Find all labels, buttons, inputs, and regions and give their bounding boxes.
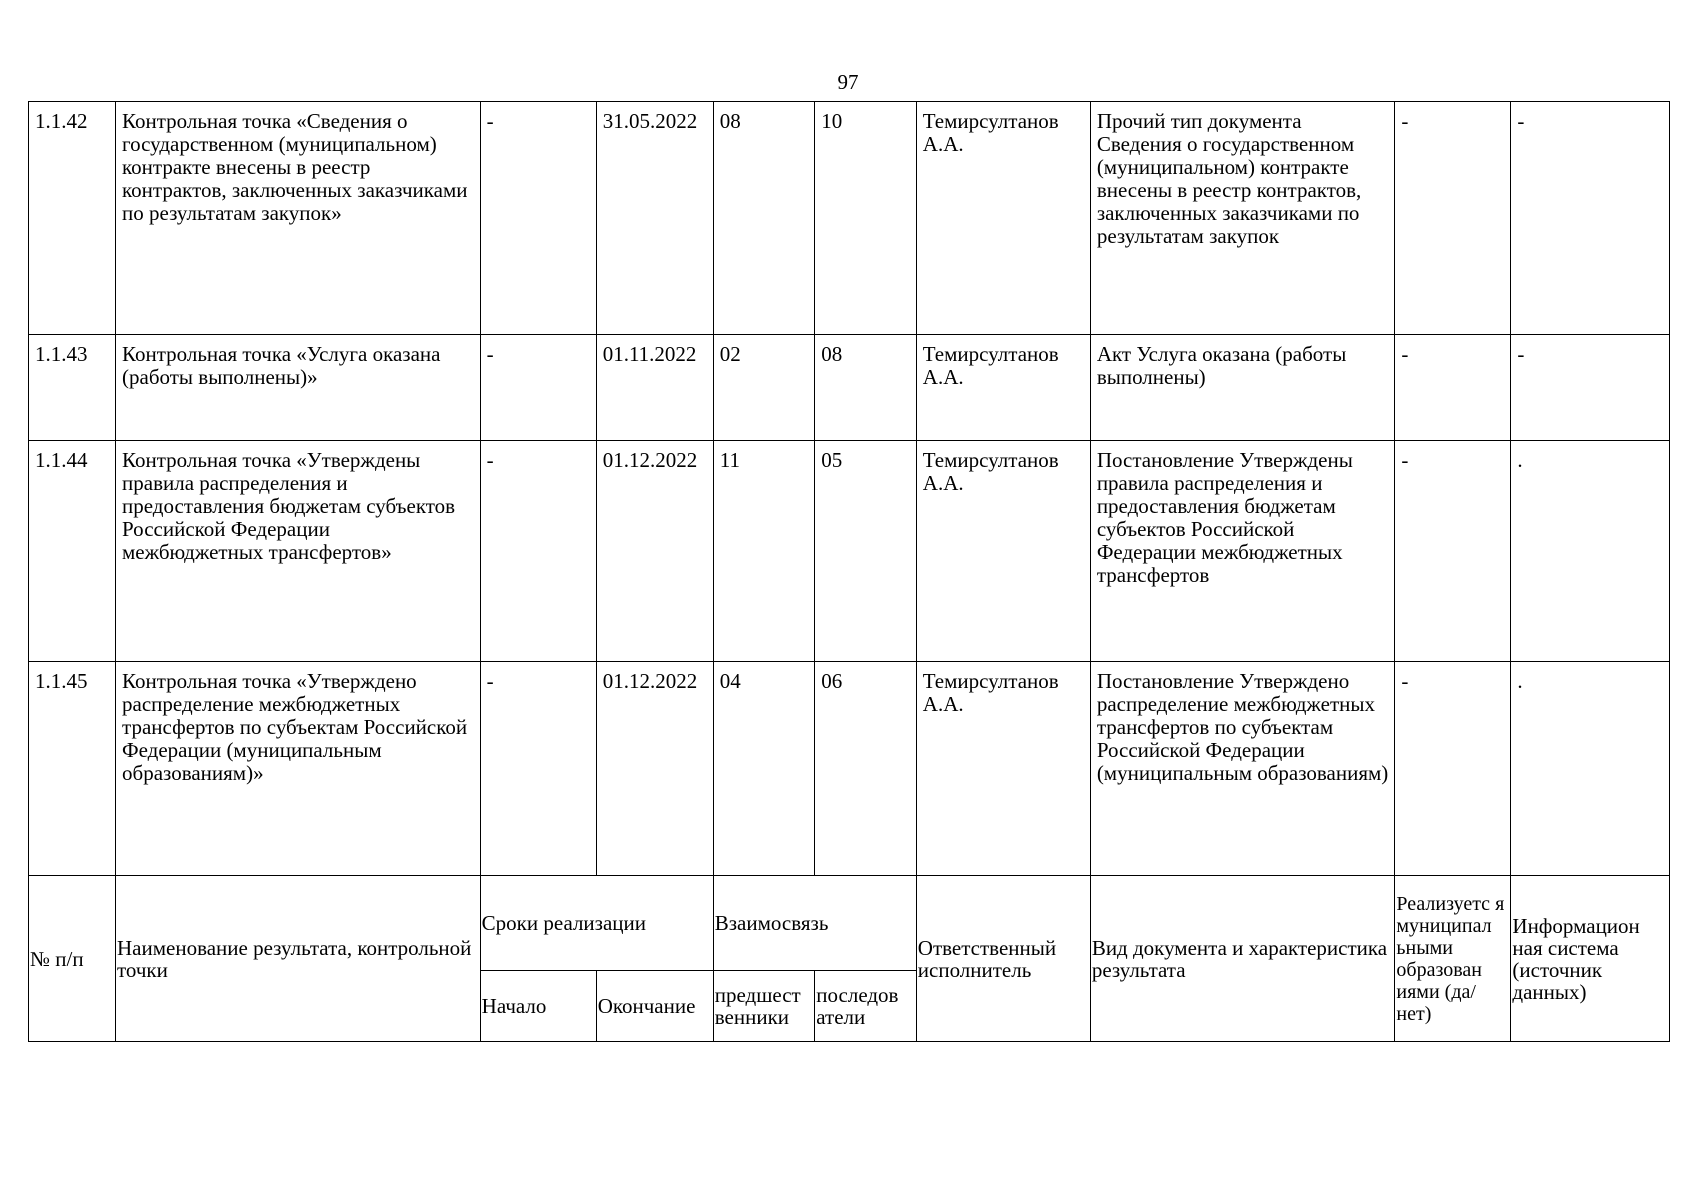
result-name: Контрольная точка «Утверждены правила распределения и предоставления бюджетам субъектов Российской Федерации межбюджетных трансфертов» [116, 441, 481, 662]
predecessors: 08 [713, 102, 815, 335]
header-relation: Взаимосвязь [713, 876, 916, 971]
document-type: Прочий тип документа Сведения о государственном (муниципальном) контракте внесены в реестр контрактов, заключенных заказчиками по результатам закупок [1090, 102, 1395, 335]
document-type: Постановление Утверждены правила распределения и предоставления бюджетам субъектов Российской Федерации межбюджетных трансфертов [1090, 441, 1395, 662]
info-system: - [1511, 102, 1670, 335]
start-date: - [480, 441, 596, 662]
municipal-flag: - [1395, 335, 1511, 441]
predecessors: 02 [713, 335, 815, 441]
row-number: 1.1.44 [29, 441, 116, 662]
responsible: Темирсултанов А.А. [916, 335, 1090, 441]
start-date: - [480, 102, 596, 335]
successors: 05 [815, 441, 917, 662]
predecessors: 04 [713, 662, 815, 876]
start-date: - [480, 662, 596, 876]
result-name: Контрольная точка «Утверждено распределение межбюджетных трансфертов по субъектам Российской Федерации (муниципальным образованиям)» [116, 662, 481, 876]
document-type: Акт Услуга оказана (работы выполнены) [1090, 335, 1395, 441]
row-number: 1.1.42 [29, 102, 116, 335]
header-responsible: Ответственный исполнитель [916, 876, 1090, 1042]
header-row [29, 876, 1670, 971]
plan-table [28, 101, 1670, 1042]
header-municipal: Реализуетс я муниципал ьными образован иями (да/нет) [1395, 876, 1511, 1042]
header-timing: Сроки реализации [480, 876, 713, 971]
end-date: 01.12.2022 [596, 441, 713, 662]
row-number: 1.1.45 [29, 662, 116, 876]
responsible: Темирсултанов А.А. [916, 441, 1090, 662]
page-number: 97 [837, 70, 859, 94]
start-date: - [480, 335, 596, 441]
end-date: 31.05.2022 [596, 102, 713, 335]
responsible: Темирсултанов А.А. [916, 662, 1090, 876]
header-successors: последов атели [815, 971, 917, 1042]
header-document: Вид документа и характеристика результата [1090, 876, 1395, 1042]
info-system: . [1511, 441, 1670, 662]
table-row [29, 335, 1670, 441]
header-name: Наименование результата, контрольной точки [116, 876, 481, 1042]
successors: 08 [815, 335, 917, 441]
header-info-system: Информацион ная система (источник данных) [1511, 876, 1670, 1042]
result-name: Контрольная точка «Услуга оказана (работы выполнены)» [116, 335, 481, 441]
document-type: Постановление Утверждено распределение межбюджетных трансфертов по субъектам Российской Федерации (муниципальным образованиям) [1090, 662, 1395, 876]
successors: 10 [815, 102, 917, 335]
row-number: 1.1.43 [29, 335, 116, 441]
table-row [29, 441, 1670, 662]
info-system: . [1511, 662, 1670, 876]
header-end: Окончание [596, 971, 713, 1042]
table-row [29, 662, 1670, 876]
header-num: № п/п [29, 876, 116, 1042]
end-date: 01.12.2022 [596, 662, 713, 876]
municipal-flag: - [1395, 662, 1511, 876]
predecessors: 11 [713, 441, 815, 662]
municipal-flag: - [1395, 441, 1511, 662]
successors: 06 [815, 662, 917, 876]
info-system: - [1511, 335, 1670, 441]
header-start: Начало [480, 971, 596, 1042]
result-name: Контрольная точка «Сведения о государственном (муниципальном) контракте внесены в реестр контрактов, заключенных заказчиками по результатам закупок» [116, 102, 481, 335]
header-predecessors: предшест венники [713, 971, 815, 1042]
end-date: 01.11.2022 [596, 335, 713, 441]
responsible: Темирсултанов А.А. [916, 102, 1090, 335]
table-row [29, 102, 1670, 335]
municipal-flag: - [1395, 102, 1511, 335]
